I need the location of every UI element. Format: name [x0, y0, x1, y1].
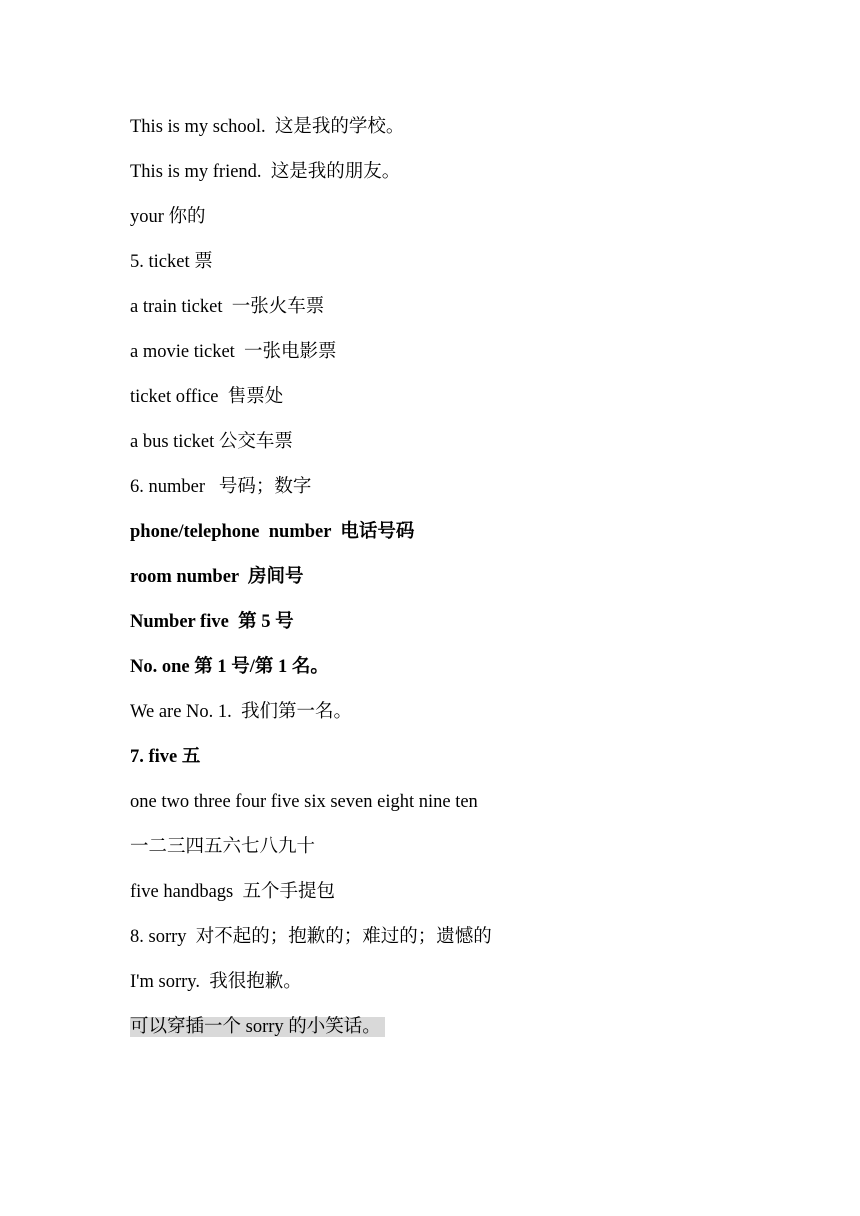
- bold-text-line: Number five 第 5 号: [130, 612, 294, 632]
- text-line: one two three four five six seven eight nine ten: [130, 792, 478, 812]
- text-line: your 你的: [130, 207, 206, 227]
- text-line: This is my school. 这是我的学校。: [130, 117, 405, 137]
- text-line: This is my friend. 这是我的朋友。: [130, 162, 401, 182]
- highlighted-note-line: [130, 1013, 770, 1058]
- text-line: a bus ticket 公交车票: [130, 432, 293, 452]
- section-heading: 5. ticket 票: [130, 252, 213, 272]
- bold-text-line: room number 房间号: [130, 567, 304, 587]
- text-line: a movie ticket 一张电影票: [130, 342, 337, 362]
- section-heading: 8. sorry 对不起的；抱歉的；难过的；遗憾的: [130, 927, 492, 947]
- text-line: a train ticket 一张火车票: [130, 297, 325, 317]
- text-line: We are No. 1. 我们第一名。: [130, 702, 353, 722]
- text-line: I'm sorry. 我很抱歉。: [130, 972, 302, 992]
- bold-text-line: No. one 第 1 号/第 1 名。: [130, 657, 329, 677]
- bold-text-line: phone/telephone number 电话号码: [130, 522, 415, 542]
- section-heading: 7. five 五: [130, 747, 201, 767]
- highlighted-note: 可以穿插一个 sorry 的小笑话。: [130, 1017, 385, 1037]
- text-line: ticket office 售票处: [130, 387, 284, 407]
- text-line: five handbags 五个手提包: [130, 882, 336, 902]
- document-body: [130, 113, 770, 1058]
- text-line: 一二三四五六七八九十: [130, 837, 316, 857]
- section-heading: 6. number 号码；数字: [130, 477, 312, 497]
